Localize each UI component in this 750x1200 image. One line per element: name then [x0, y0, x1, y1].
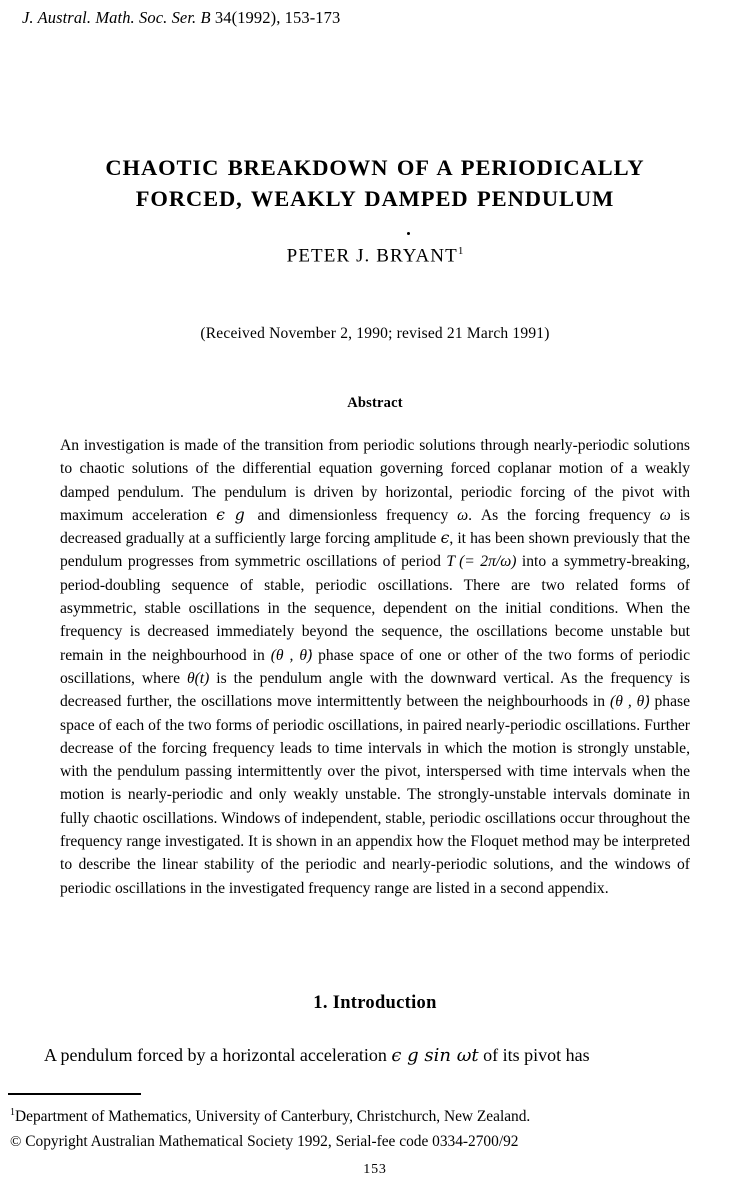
abstract-text-1: An investigation is made of the transition from periodic solutions through nearly-periodic solutions to chaotic solutions of the differential equation governing forced coplanar motion of a weakly damped pendulum. The pendulum is driven by horizontal, periodic forcing of the pivot with maximum acceleration	[60, 437, 690, 524]
math-phase-space-1: (θ , θ̇)	[270, 646, 313, 664]
abstract-text-9: phase space of each of the two forms of periodic oscillations, in paired nearly-periodic oscillations. Further decrease of the forcing frequency leads to time intervals in which the motion is strongly unstable, with the pendulum passing intermittently over the pivot, interspersed with time intervals when the motion is nearly-periodic and only weakly unstable. The strongly-unstable intervals dominate in fully chaotic oscillations. Windows of independent, stable, periodic oscillations occur throughout the frequency range investigated. It is shown in an appendix how the Floquet method may be interpreted to describe the linear stability of the periodic and nearly-periodic solutions, and the windows of periodic oscillations in the investigated frequency range are listed in a second appendix.	[60, 693, 690, 897]
author-name-text: PETER J. BRYANT	[286, 245, 458, 267]
footnote-copyright-text: Copyright Australian Mathematical Society 1992, Serial-fee code 0334-2700/92	[21, 1133, 519, 1151]
running-head-journal: J. Austral. Math. Soc. Ser. B	[22, 8, 211, 27]
abstract-text-7: phase space of one or other of the two forms of periodic oscillations, where	[60, 646, 691, 687]
math-forcing-acceleration: ϵ g sin ωt	[391, 1045, 479, 1066]
title-line-1: CHAOTIC BREAKDOWN OF A PERIODICALLY	[105, 155, 645, 180]
page-number: 153	[363, 1162, 387, 1177]
math-epsilon-g: ϵ g	[216, 505, 245, 524]
author-footnote-marker: 1	[457, 245, 464, 257]
footnote-block	[10, 1100, 720, 1155]
footnote-affiliation	[10, 1100, 720, 1129]
footnote-marker: 1	[10, 1107, 15, 1118]
title-line-2: FORCED, WEAKLY DAMPED PENDULUM	[135, 186, 615, 211]
paper-title	[0, 152, 750, 214]
abstract-heading: Abstract	[347, 395, 403, 411]
body-text	[22, 1042, 728, 1069]
abstract-body	[60, 434, 690, 900]
running-head	[22, 8, 340, 28]
math-phase-space-2: (θ , θ̇)	[610, 693, 650, 711]
math-epsilon: ϵ	[440, 529, 450, 548]
footnote-copyright	[10, 1129, 720, 1155]
scan-speck-artifact	[407, 232, 410, 235]
body-text-2: of its pivot has	[478, 1045, 590, 1065]
abstract-text-4: is decreased gradually at a sufficiently large forcing amplitude	[60, 506, 690, 548]
abstract-text-6: into a symmetry-breaking, period-doubling sequence of stable, periodic oscillations. There are two related forms of asymmetric, stable oscillations in the sequence, dependent on the initial conditions. When the frequency is decreased immediately beyond the sequence, the oscillations become unstable but remain in the neighbourhood in	[60, 553, 690, 664]
body-paragraph	[22, 1042, 728, 1069]
math-omega-2: ω	[659, 506, 671, 524]
running-head-volume-pages: 34(1992), 153-173	[214, 8, 341, 27]
math-theta-of-t: θ(t)	[186, 669, 210, 687]
body-text-1: A pendulum forced by a horizontal acceleration	[44, 1045, 392, 1065]
abstract-paragraph	[60, 434, 690, 900]
abstract-text-8: is the pendulum angle with the downward vertical. As the frequency is decreased further, the oscillations move intermittently between the neighbourhoods in	[60, 669, 690, 711]
section-heading-introduction: 1. Introduction	[313, 993, 437, 1013]
author-block	[0, 245, 750, 267]
abstract-text-5: , it has been shown previously that the pendulum progresses from symmetric oscillations of period	[60, 530, 690, 571]
math-period-T: T	[446, 553, 456, 571]
abstract-text-3: . As the forcing frequency	[468, 506, 660, 524]
author-name	[287, 245, 464, 267]
copyright-icon: ©	[10, 1134, 22, 1151]
math-period-expression: (= 2π/ω)	[459, 553, 517, 571]
abstract-text-2: and dimensionless frequency	[248, 506, 458, 524]
received-date-line: (Received November 2, 1990; revised 21 March 1991)	[200, 325, 550, 342]
footnote-affiliation-text: Department of Mathematics, University of Canterbury, Christchurch, New Zealand.	[15, 1108, 531, 1126]
footnote-separator-rule	[8, 1093, 141, 1095]
math-omega-1: ω	[457, 506, 469, 524]
